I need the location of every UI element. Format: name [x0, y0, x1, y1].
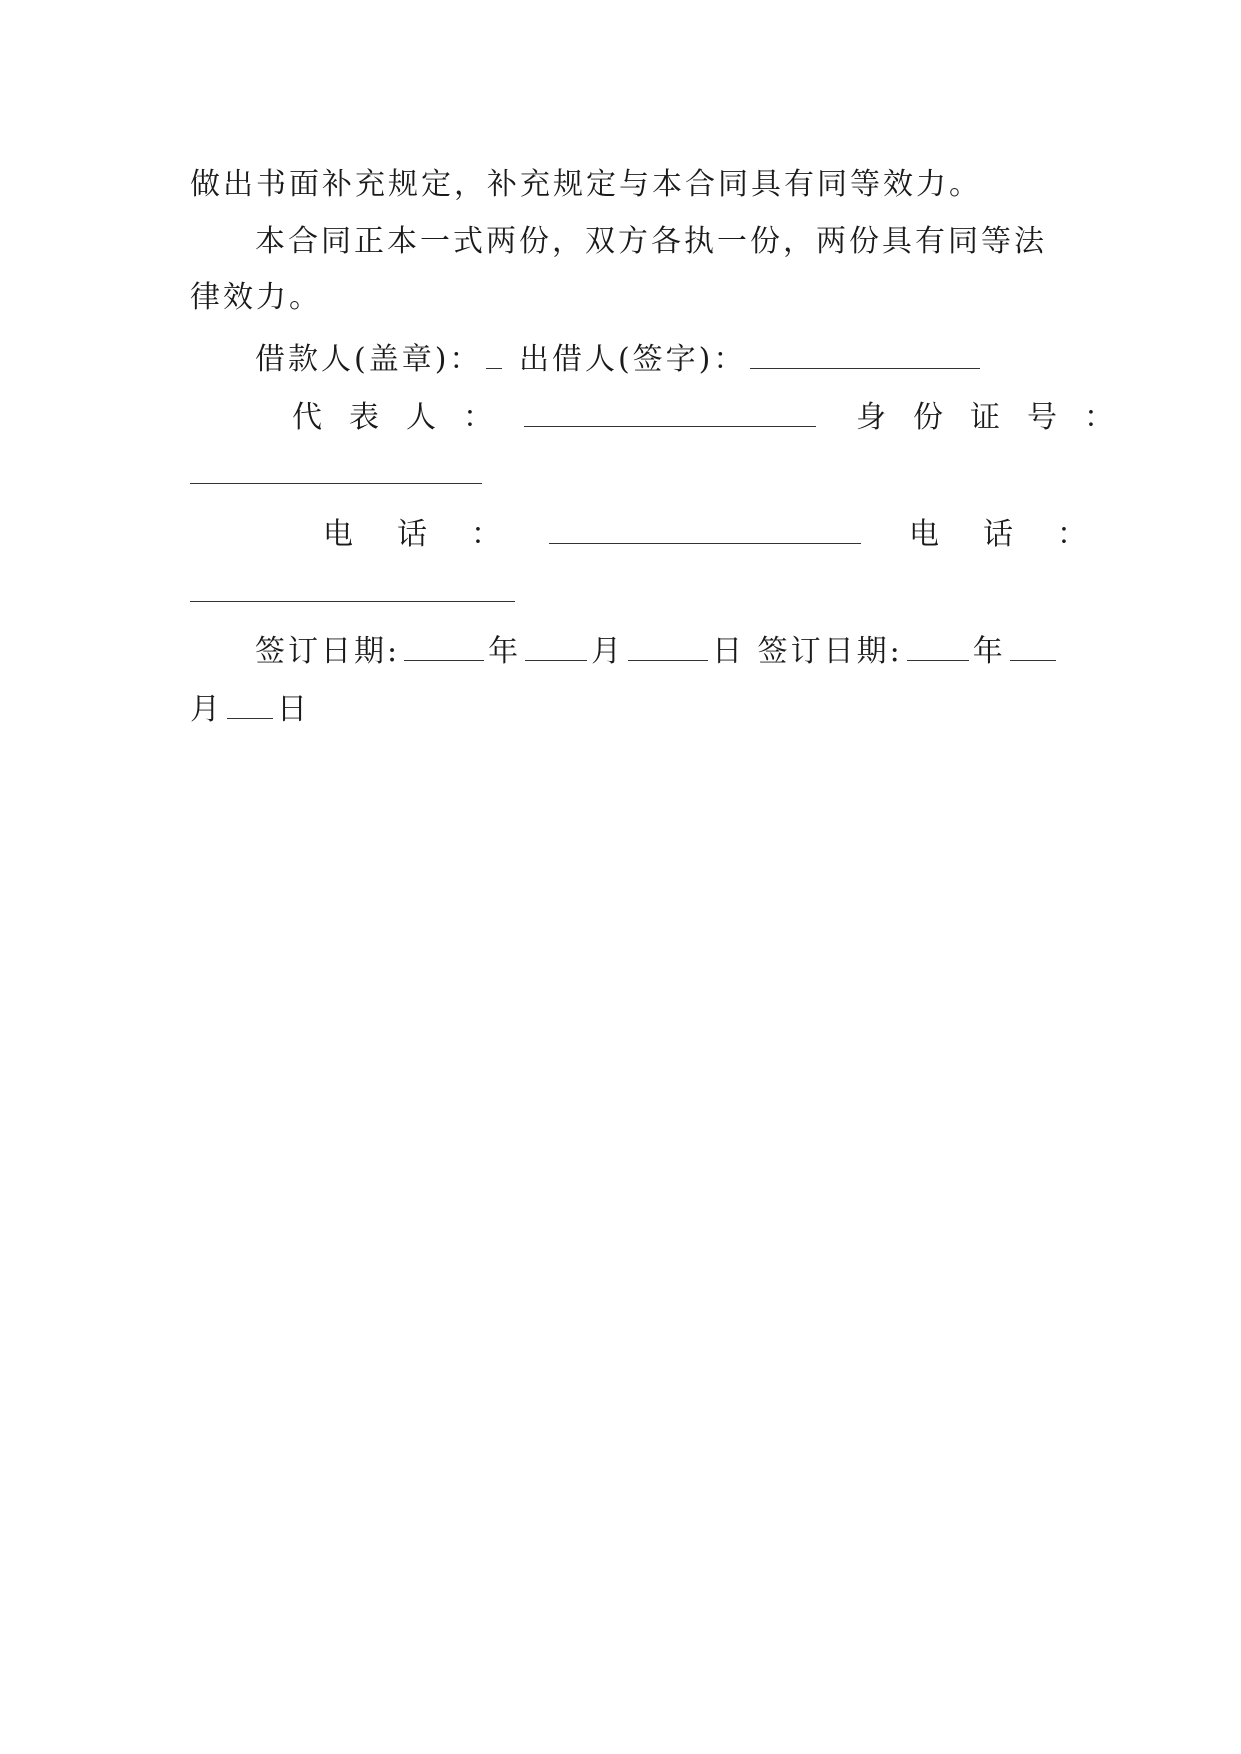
- sign-date-line: [255, 632, 1115, 672]
- lender-label: 出借人(签字)：: [518, 342, 747, 377]
- day-label-right: 日: [277, 692, 310, 727]
- year-blank-right: [907, 632, 969, 661]
- clause-text-line-2: [255, 222, 1115, 262]
- month-blank-left: [525, 632, 587, 661]
- borrower-blank: [486, 340, 502, 369]
- clause-text: 做出书面补充规定，补充规定与本合同具有同等效力。: [190, 167, 982, 202]
- representative-label: 代表人：: [292, 400, 520, 435]
- clause-text: 律效力。: [190, 280, 322, 315]
- lender-blank: [750, 340, 980, 369]
- sign-date-label-right: 签订日期:: [757, 634, 903, 669]
- phone-blank-left: [549, 515, 861, 544]
- id-number-blank: [190, 455, 482, 484]
- clause-text-line-1: [190, 165, 1050, 205]
- phone-blank-right: [190, 573, 515, 602]
- borrower-label: 借款人(盖章)：: [255, 342, 483, 377]
- year-label-right: 年: [972, 634, 1006, 669]
- clause-text: 本合同正本一式两份，双方各执一份，两份具有同等法: [255, 224, 1047, 259]
- year-blank-left: [404, 632, 484, 661]
- day-blank-left: [628, 632, 708, 661]
- phone-label-left: 电话：: [323, 517, 545, 552]
- month-label-left: 月: [591, 634, 625, 669]
- phone-label-right: 电话：: [909, 517, 1131, 552]
- day-blank-right: [227, 690, 273, 719]
- sign-date-continuation: [190, 690, 1050, 730]
- id-number-line: [190, 455, 1050, 495]
- month-label-right: 月: [190, 692, 223, 727]
- phone-line: [323, 515, 1183, 555]
- day-label-left: 日: [712, 634, 746, 669]
- id-number-label: 身份证号：: [856, 400, 1141, 435]
- signature-line-parties: [255, 340, 1115, 380]
- phone-right-line: [190, 573, 1050, 613]
- clause-text-line-3: [190, 278, 1050, 318]
- month-blank-right: [1010, 632, 1056, 661]
- signature-line-representative: [292, 398, 1152, 438]
- sign-date-label-left: 签订日期:: [255, 634, 401, 669]
- year-label-left: 年: [488, 634, 522, 669]
- representative-blank: [524, 398, 816, 427]
